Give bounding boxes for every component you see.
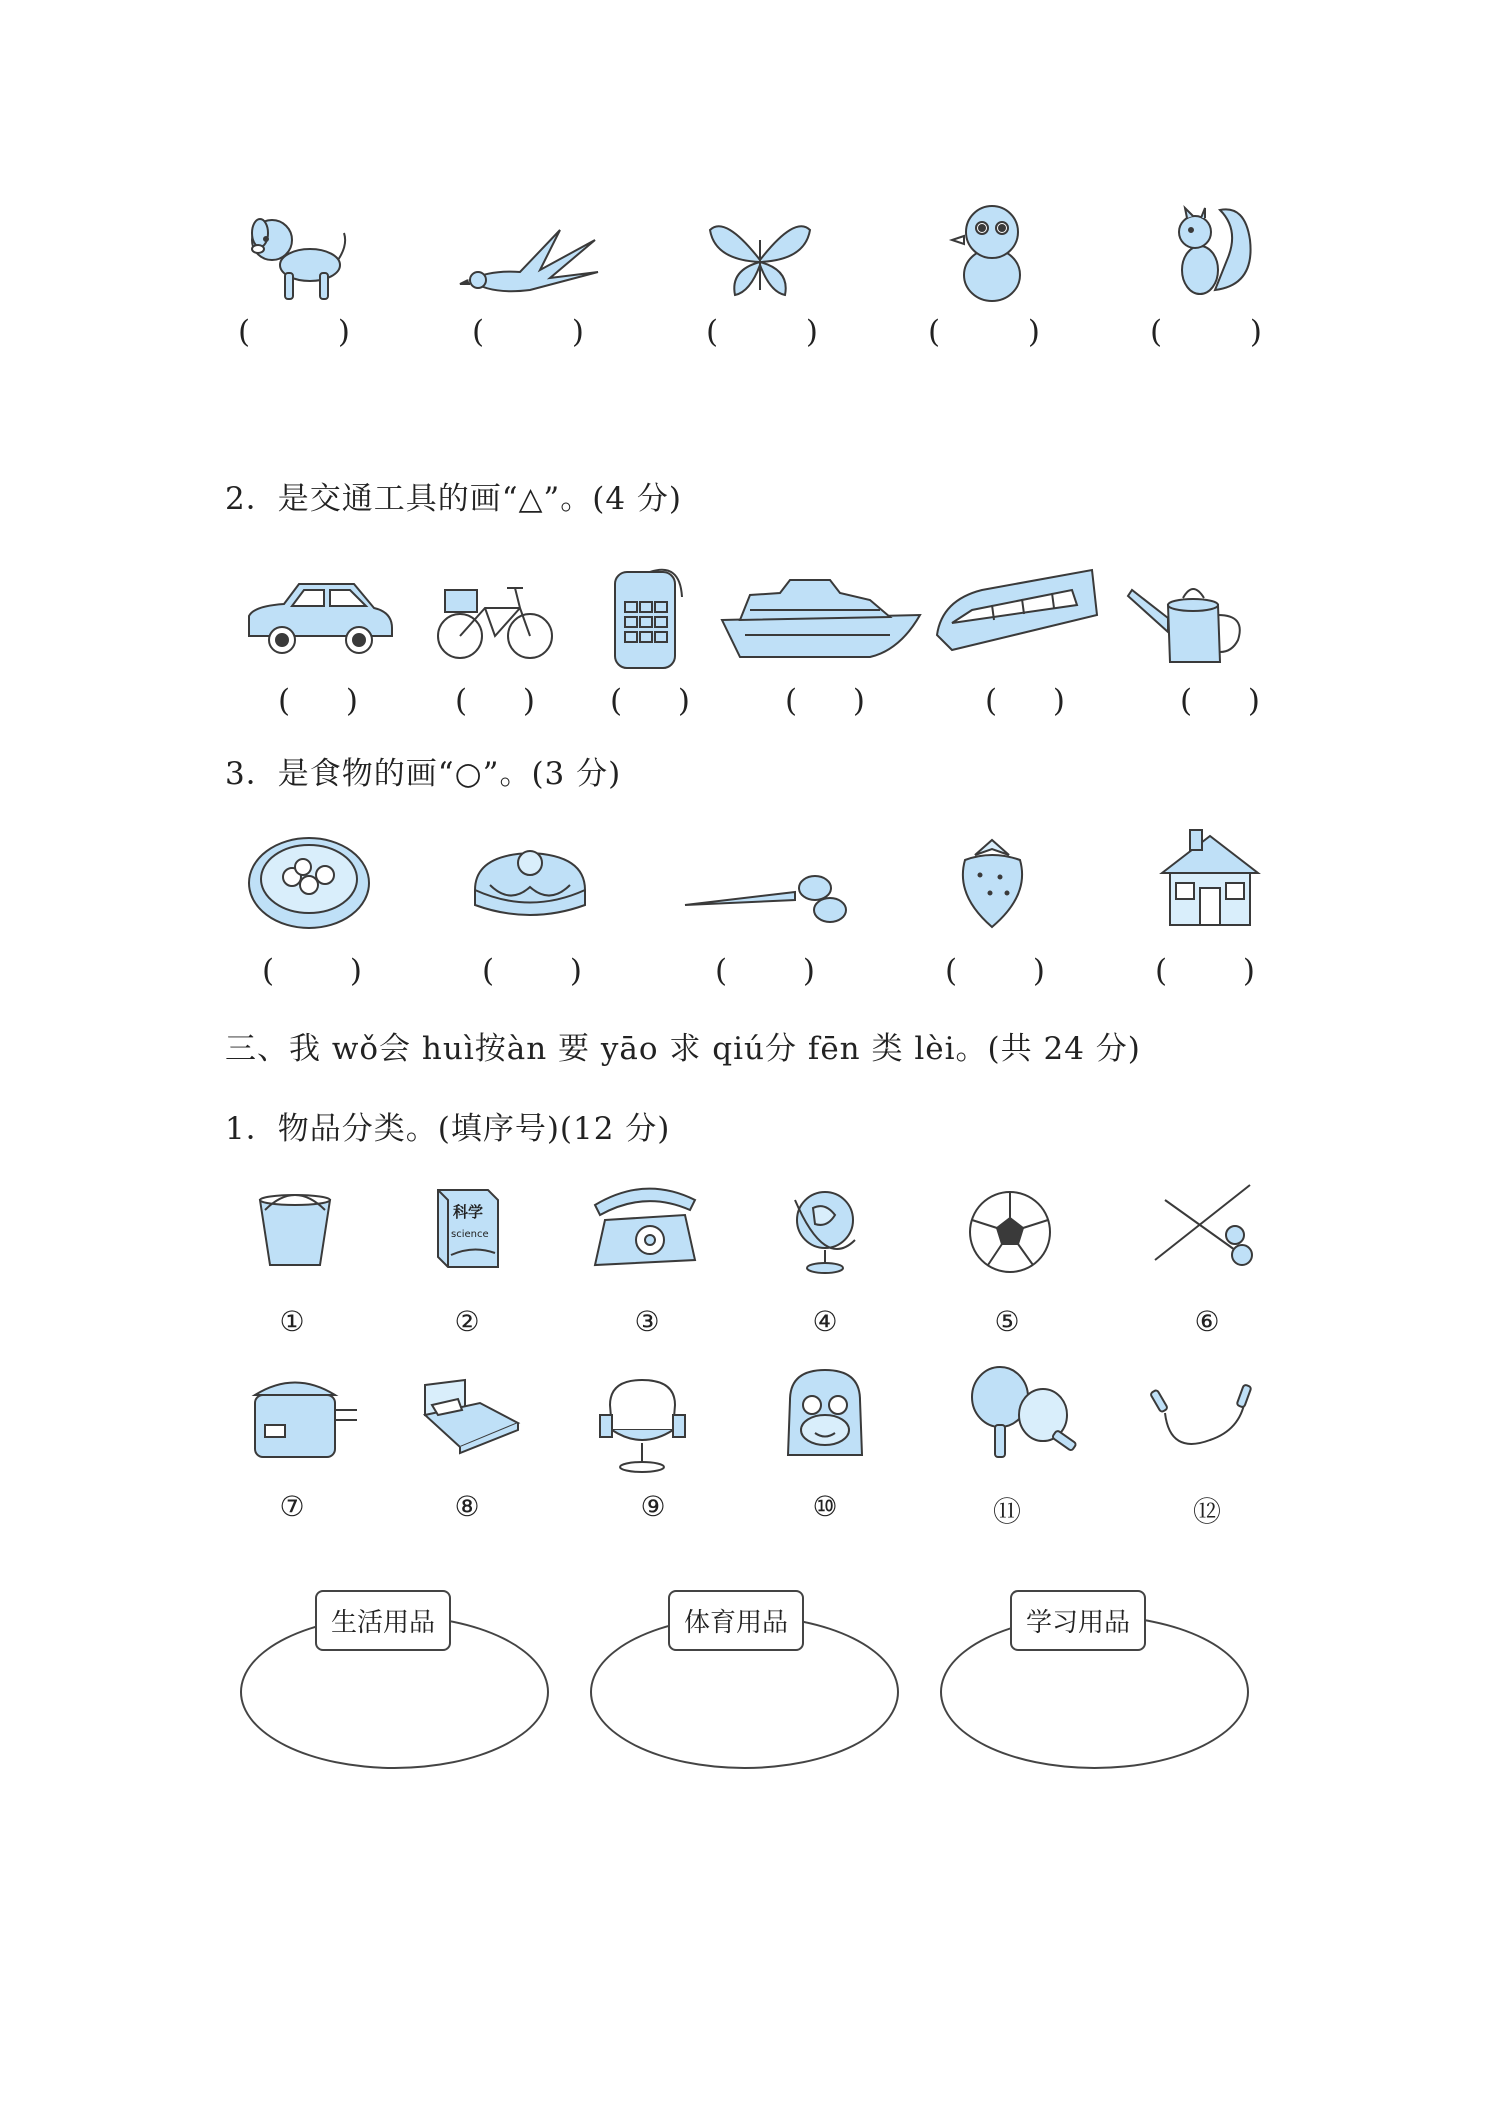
bed-icon	[420, 1375, 520, 1455]
train-icon	[932, 565, 1102, 665]
item-number-5: ⑤	[994, 1305, 1020, 1338]
squirrel-icon	[1165, 200, 1255, 305]
bicycle-icon	[435, 568, 555, 663]
scissors-icon	[685, 870, 850, 925]
item-number-6: ⑥	[1194, 1305, 1220, 1338]
item-number-8: ⑧	[454, 1490, 480, 1523]
question-3-1-title: 1．物品分类。(填序号)(12 分)	[225, 1111, 671, 1147]
book-icon	[433, 1185, 503, 1270]
answer-paren-q2-2[interactable]: ( )	[455, 683, 535, 719]
answer-paren-1[interactable]: ( )	[238, 314, 350, 350]
jump-rope-icon	[1150, 1385, 1260, 1465]
answer-paren-q3-1[interactable]: ( )	[262, 953, 362, 989]
ship-icon	[720, 575, 925, 660]
book-cover-subtitle: science	[451, 1229, 489, 1240]
item-number-2: ②	[454, 1305, 480, 1338]
question-2-title: 2．是交通工具的画“△”。(4 分)	[225, 481, 683, 517]
dumpling-bowl-icon	[247, 835, 372, 930]
strawberry-icon	[955, 835, 1030, 930]
item-number-12: ⑫	[1192, 1495, 1221, 1528]
answer-paren-q2-3[interactable]: ( )	[610, 683, 690, 719]
answer-paren-q3-5[interactable]: ( )	[1155, 953, 1255, 989]
answer-paren-q3-3[interactable]: ( )	[715, 953, 815, 989]
item-number-11: ⑪	[992, 1495, 1021, 1528]
watering-can-icon	[1128, 570, 1248, 665]
item-number-3: ③	[634, 1305, 660, 1338]
chick-icon	[950, 200, 1030, 305]
item-number-1: ①	[279, 1305, 305, 1338]
rice-cooker-icon	[245, 1370, 360, 1465]
answer-paren-3[interactable]: ( )	[706, 314, 818, 350]
telephone-icon	[590, 1180, 700, 1270]
answer-paren-4[interactable]: ( )	[928, 314, 1040, 350]
item-number-10: ⑩	[812, 1490, 838, 1523]
category-label-school-supplies: 学习用品	[1010, 1590, 1146, 1651]
dog-icon	[240, 205, 350, 305]
answer-paren-2[interactable]: ( )	[472, 314, 584, 350]
item-number-9: ⑨	[640, 1490, 666, 1523]
answer-paren-q3-2[interactable]: ( )	[482, 953, 582, 989]
cake-icon	[470, 845, 590, 925]
answer-paren-q2-5[interactable]: ( )	[985, 683, 1065, 719]
house-icon	[1160, 828, 1260, 928]
phone-icon	[610, 562, 690, 672]
scissors-crossed-icon	[1150, 1180, 1260, 1270]
item-number-4: ④	[812, 1305, 838, 1338]
swallow-icon	[460, 210, 600, 300]
globe-icon	[785, 1180, 865, 1275]
answer-paren-q3-4[interactable]: ( )	[945, 953, 1045, 989]
answer-paren-5[interactable]: ( )	[1150, 314, 1262, 350]
bucket-icon	[255, 1190, 335, 1270]
item-number-7: ⑦	[279, 1490, 305, 1523]
category-label-sports-goods: 体育用品	[668, 1590, 804, 1651]
chair-icon	[595, 1375, 690, 1475]
answer-paren-q2-1[interactable]: ( )	[278, 683, 358, 719]
question-3-title: 3．是食物的画“○”。(3 分)	[225, 756, 622, 792]
car-icon	[244, 578, 394, 658]
answer-paren-q2-4[interactable]: ( )	[785, 683, 865, 719]
section-3-title: 三、我 wǒ会 huì按àn 要 yāo 求 qiú分 fēn 类 lèi。(共 24 分)	[225, 1031, 1141, 1067]
answer-paren-q2-6[interactable]: ( )	[1180, 683, 1260, 719]
football-icon	[968, 1190, 1053, 1275]
backpack-icon	[780, 1365, 870, 1465]
butterfly-icon	[705, 220, 815, 300]
book-cover-title: 科学	[453, 1203, 484, 1221]
category-label-daily-goods: 生活用品	[315, 1590, 451, 1651]
ping-pong-paddle-icon	[965, 1365, 1085, 1465]
